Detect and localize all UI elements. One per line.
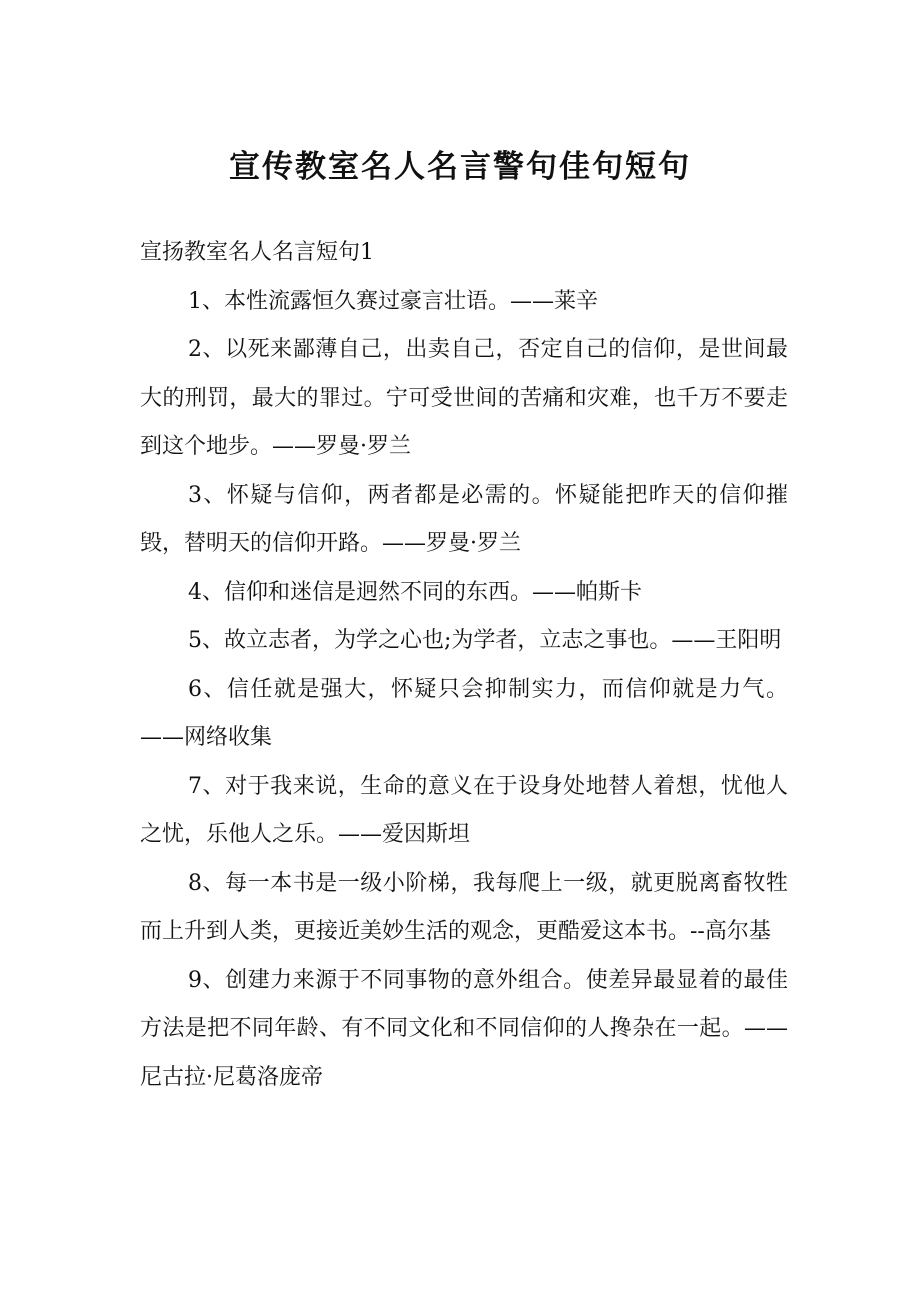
- quote-paragraph: 4、信仰和迷信是迥然不同的东西。——帕斯卡: [188, 579, 642, 605]
- page-title: 宣传教室名人名言警句佳句短句: [229, 149, 691, 185]
- quote-paragraph: 8、每一本书是一级小阶梯，我每爬上一级，就更脱离畜牧牲而上升到人类，更接近美妙生活的观念，更酷爱这本书。--高尔基: [140, 870, 788, 944]
- quote-paragraph: 7、对于我来说，生命的意义在于设身处地替人着想，忧他人之忧，乐他人之乐。——爱因斯坦: [140, 773, 788, 847]
- quote-paragraph: 1、本性流露恒久赛过豪言壮语。——莱辛: [188, 288, 598, 314]
- section-heading: 宣扬教室名人名言短句1: [140, 240, 374, 265]
- quote-paragraph: 6、信任就是强大，怀疑只会抑制实力，而信仰就是力气。——网络收集: [140, 676, 788, 750]
- quote-paragraph: 3、怀疑与信仰，两者都是必需的。怀疑能把昨天的信仰摧毁，替明天的信仰开路。——罗曼·罗兰: [140, 482, 788, 556]
- quote-paragraph: 9、创建力来源于不同事物的意外组合。使差异最显着的最佳方法是把不同年龄、有不同文化和不同信仰的人搀杂在一起。——尼古拉·尼葛洛庞帝: [140, 967, 788, 1090]
- document-body: [140, 229, 788, 1102]
- quote-paragraph: 2、以死来鄙薄自己，出卖自己，否定自己的信仰，是世间最大的刑罚，最大的罪过。宁可受世间的苦痛和灾难，也千万不要走到这个地步。——罗曼·罗兰: [140, 337, 788, 459]
- quote-paragraph: 5、故立志者，为学之心也;为学者，立志之事也。——王阳明: [188, 628, 782, 653]
